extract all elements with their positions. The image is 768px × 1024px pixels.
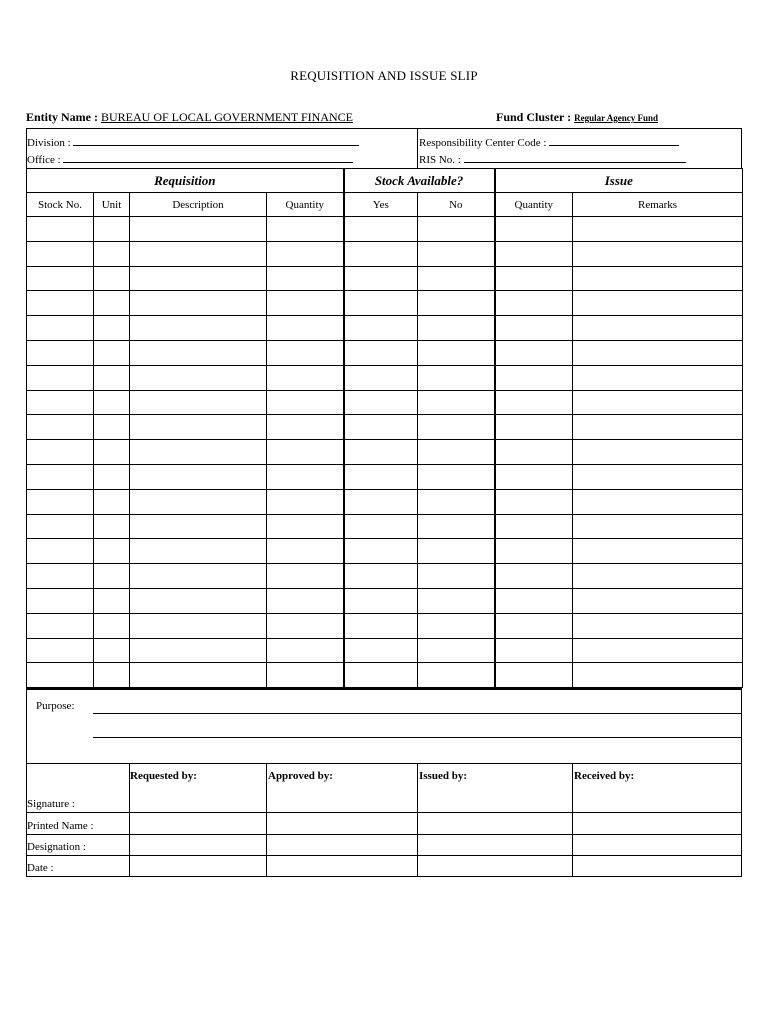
table-cell[interactable] (27, 464, 94, 489)
table-cell[interactable] (573, 663, 743, 688)
table-cell[interactable] (495, 241, 573, 266)
table-cell[interactable] (27, 266, 94, 291)
ris-label: RIS No. : (419, 154, 461, 166)
col-issue-quantity: Quantity (495, 193, 573, 217)
table-cell[interactable] (130, 217, 267, 242)
table-cell[interactable] (94, 564, 130, 589)
table-cell[interactable] (344, 588, 418, 613)
table-cell[interactable] (130, 564, 267, 589)
entity-value: BUREAU OF LOCAL GOVERNMENT FINANCE (101, 110, 354, 124)
table-cell[interactable] (27, 613, 94, 638)
table-cell[interactable] (27, 340, 94, 365)
table-cell[interactable] (418, 663, 495, 688)
table-row (27, 564, 743, 589)
table-cell[interactable] (495, 415, 573, 440)
table-cell[interactable] (495, 588, 573, 613)
table-row (27, 415, 743, 440)
table-cell[interactable] (130, 663, 267, 688)
table-cell[interactable] (94, 415, 130, 440)
header-info-divider (417, 128, 418, 169)
table-row (27, 489, 743, 514)
table-row (27, 316, 743, 341)
sig-row-line-2 (26, 834, 742, 835)
table-row (27, 663, 743, 688)
table-cell[interactable] (130, 464, 267, 489)
table-cell[interactable] (267, 663, 344, 688)
table-cell[interactable] (573, 464, 743, 489)
col-quantity: Quantity (267, 193, 344, 217)
table-cell[interactable] (418, 514, 495, 539)
table-cell[interactable] (573, 539, 743, 564)
table-cell[interactable] (344, 365, 418, 390)
col-unit: Unit (94, 193, 130, 217)
signature-row-label: Signature : (27, 798, 75, 810)
table-cell[interactable] (344, 564, 418, 589)
table-cell[interactable] (94, 613, 130, 638)
table-cell[interactable] (94, 663, 130, 688)
table-cell[interactable] (27, 588, 94, 613)
table-cell[interactable] (418, 464, 495, 489)
received-by-label: Received by: (574, 770, 635, 782)
table-row (27, 266, 743, 291)
group-issue: Issue (495, 169, 743, 193)
table-cell[interactable] (27, 440, 94, 465)
table-cell[interactable] (267, 440, 344, 465)
table-cell[interactable] (418, 415, 495, 440)
table-cell[interactable] (94, 464, 130, 489)
table-cell[interactable] (344, 390, 418, 415)
table-cell[interactable] (344, 489, 418, 514)
table-cell[interactable] (267, 340, 344, 365)
table-cell[interactable] (94, 440, 130, 465)
table-cell[interactable] (344, 638, 418, 663)
table-cell[interactable] (27, 316, 94, 341)
table-cell[interactable] (267, 217, 344, 242)
table-cell[interactable] (495, 440, 573, 465)
table-cell[interactable] (27, 663, 94, 688)
table-cell[interactable] (418, 588, 495, 613)
col-stock-no: Stock No. (27, 193, 94, 217)
table-cell[interactable] (267, 588, 344, 613)
table-cell[interactable] (27, 564, 94, 589)
table-cell[interactable] (27, 415, 94, 440)
table-cell[interactable] (94, 638, 130, 663)
table-cell[interactable] (573, 638, 743, 663)
table-cell[interactable] (573, 241, 743, 266)
table-cell[interactable] (130, 291, 267, 316)
table-cell[interactable] (267, 241, 344, 266)
table-cell[interactable] (418, 489, 495, 514)
table-cell[interactable] (267, 365, 344, 390)
table-cell[interactable] (130, 539, 267, 564)
table-cell[interactable] (495, 539, 573, 564)
table-cell[interactable] (267, 514, 344, 539)
table-cell[interactable] (94, 390, 130, 415)
table-row (27, 588, 743, 613)
table-cell[interactable] (418, 340, 495, 365)
table-cell[interactable] (27, 539, 94, 564)
table-cell[interactable] (130, 613, 267, 638)
table-cell[interactable] (573, 489, 743, 514)
table-cell[interactable] (495, 291, 573, 316)
table-cell[interactable] (344, 464, 418, 489)
table-cell[interactable] (495, 514, 573, 539)
rcc-field[interactable] (419, 136, 679, 149)
table-cell[interactable] (344, 340, 418, 365)
sig-divider-4 (572, 763, 573, 877)
table-cell[interactable] (267, 390, 344, 415)
table-cell[interactable] (267, 613, 344, 638)
table-row (27, 241, 743, 266)
table-cell[interactable] (267, 564, 344, 589)
table-cell[interactable] (130, 340, 267, 365)
table-cell[interactable] (94, 241, 130, 266)
table-cell[interactable] (94, 340, 130, 365)
table-row (27, 613, 743, 638)
table-row (27, 340, 743, 365)
table-cell[interactable] (267, 464, 344, 489)
table-cell[interactable] (130, 440, 267, 465)
table-cell[interactable] (418, 316, 495, 341)
table-cell[interactable] (495, 365, 573, 390)
table-cell[interactable] (94, 489, 130, 514)
purpose-line-1[interactable] (93, 713, 741, 714)
table-cell[interactable] (344, 613, 418, 638)
table-cell[interactable] (418, 638, 495, 663)
table-cell[interactable] (573, 613, 743, 638)
table-cell[interactable] (267, 291, 344, 316)
table-cell[interactable] (344, 266, 418, 291)
purpose-line-2[interactable] (93, 737, 741, 738)
group-requisition: Requisition (27, 169, 344, 193)
table-cell[interactable] (130, 588, 267, 613)
table-cell[interactable] (130, 415, 267, 440)
table-cell[interactable] (418, 539, 495, 564)
table-cell[interactable] (495, 464, 573, 489)
col-remarks: Remarks (573, 193, 743, 217)
table-cell[interactable] (27, 514, 94, 539)
table-cell[interactable] (418, 217, 495, 242)
table-cell[interactable] (573, 217, 743, 242)
table-cell[interactable] (267, 266, 344, 291)
table-cell[interactable] (267, 539, 344, 564)
table-row (27, 514, 743, 539)
table-row (27, 440, 743, 465)
table-cell[interactable] (573, 440, 743, 465)
table-cell[interactable] (130, 514, 267, 539)
entity-name (26, 110, 353, 125)
table-cell[interactable] (573, 415, 743, 440)
table-row (27, 365, 743, 390)
sig-divider-2 (266, 763, 267, 877)
table-row (27, 464, 743, 489)
entity-label: Entity Name : (26, 110, 98, 124)
table-cell[interactable] (27, 217, 94, 242)
table-cell[interactable] (495, 340, 573, 365)
table-cell[interactable] (130, 489, 267, 514)
table-cell[interactable] (418, 241, 495, 266)
table-cell[interactable] (418, 564, 495, 589)
table-cell[interactable] (573, 316, 743, 341)
table-cell[interactable] (27, 291, 94, 316)
approved-by-label: Approved by: (268, 770, 333, 782)
table-cell[interactable] (344, 217, 418, 242)
table-cell[interactable] (573, 365, 743, 390)
table-cell[interactable] (418, 440, 495, 465)
table-cell[interactable] (344, 316, 418, 341)
table-cell[interactable] (418, 390, 495, 415)
table-cell[interactable] (94, 365, 130, 390)
table-row (27, 539, 743, 564)
table-cell[interactable] (495, 613, 573, 638)
table-cell[interactable] (344, 440, 418, 465)
table-cell[interactable] (94, 539, 130, 564)
table-cell[interactable] (418, 365, 495, 390)
form-title: REQUISITION AND ISSUE SLIP (290, 68, 478, 83)
table-cell[interactable] (495, 638, 573, 663)
table-cell[interactable] (94, 291, 130, 316)
table-cell[interactable] (495, 663, 573, 688)
table-cell[interactable] (267, 489, 344, 514)
table-cell[interactable] (130, 390, 267, 415)
table-cell[interactable] (573, 266, 743, 291)
table-cell[interactable] (267, 415, 344, 440)
table-cell[interactable] (344, 514, 418, 539)
table-cell[interactable] (27, 390, 94, 415)
table-cell[interactable] (573, 390, 743, 415)
table-cell[interactable] (130, 638, 267, 663)
table-cell[interactable] (94, 588, 130, 613)
sig-row-line-1 (26, 812, 742, 813)
table-row (27, 217, 743, 242)
table-cell[interactable] (27, 241, 94, 266)
table-cell[interactable] (27, 489, 94, 514)
requisition-table (26, 168, 743, 688)
office-label: Office : (27, 154, 61, 166)
table-cell[interactable] (27, 365, 94, 390)
col-description: Description (130, 193, 267, 217)
table-cell[interactable] (130, 316, 267, 341)
group-stock-available: Stock Available? (344, 169, 495, 193)
table-cell[interactable] (94, 266, 130, 291)
table-cell[interactable] (495, 489, 573, 514)
table-cell[interactable] (573, 588, 743, 613)
printed-name-row-label: Printed Name : (27, 820, 94, 832)
table-cell[interactable] (344, 415, 418, 440)
sig-divider-3 (417, 763, 418, 877)
col-no: No (418, 193, 495, 217)
table-cell[interactable] (495, 564, 573, 589)
purpose-box (26, 688, 742, 764)
table-cell[interactable] (495, 266, 573, 291)
issued-by-label: Issued by: (419, 770, 467, 782)
table-cell[interactable] (418, 291, 495, 316)
designation-row-label: Designation : (27, 841, 86, 853)
table-cell[interactable] (130, 241, 267, 266)
table-cell[interactable] (344, 241, 418, 266)
table-cell[interactable] (94, 217, 130, 242)
sig-row-line-3 (26, 855, 742, 856)
table-cell[interactable] (495, 390, 573, 415)
fund-value: Regular Agency Fund (574, 113, 658, 123)
col-yes: Yes (344, 193, 418, 217)
table-row (27, 291, 743, 316)
ris-no-field[interactable] (419, 153, 686, 166)
table-cell[interactable] (573, 291, 743, 316)
table-cell[interactable] (130, 266, 267, 291)
table-row (27, 390, 743, 415)
table-cell[interactable] (344, 291, 418, 316)
fund-label: Fund Cluster : (496, 110, 572, 124)
table-cell[interactable] (344, 539, 418, 564)
table-cell[interactable] (495, 217, 573, 242)
table-cell[interactable] (573, 564, 743, 589)
requested-by-label: Requested by: (130, 770, 197, 782)
date-row-label: Date : (27, 862, 54, 874)
table-cell[interactable] (573, 340, 743, 365)
office-field[interactable] (27, 153, 353, 166)
table-cell[interactable] (267, 316, 344, 341)
purpose-label: Purpose: (36, 700, 75, 712)
table-cell[interactable] (573, 514, 743, 539)
table-cell[interactable] (267, 638, 344, 663)
fund-cluster (496, 110, 658, 125)
division-label: Division : (27, 137, 71, 149)
table-cell[interactable] (94, 514, 130, 539)
table-cell[interactable] (27, 638, 94, 663)
rcc-label: Responsibility Center Code : (419, 137, 547, 149)
table-cell[interactable] (344, 663, 418, 688)
table-cell[interactable] (130, 365, 267, 390)
table-cell[interactable] (495, 316, 573, 341)
table-cell[interactable] (418, 613, 495, 638)
table-row (27, 638, 743, 663)
table-cell[interactable] (94, 316, 130, 341)
table-cell[interactable] (418, 266, 495, 291)
division-field[interactable] (27, 136, 359, 149)
